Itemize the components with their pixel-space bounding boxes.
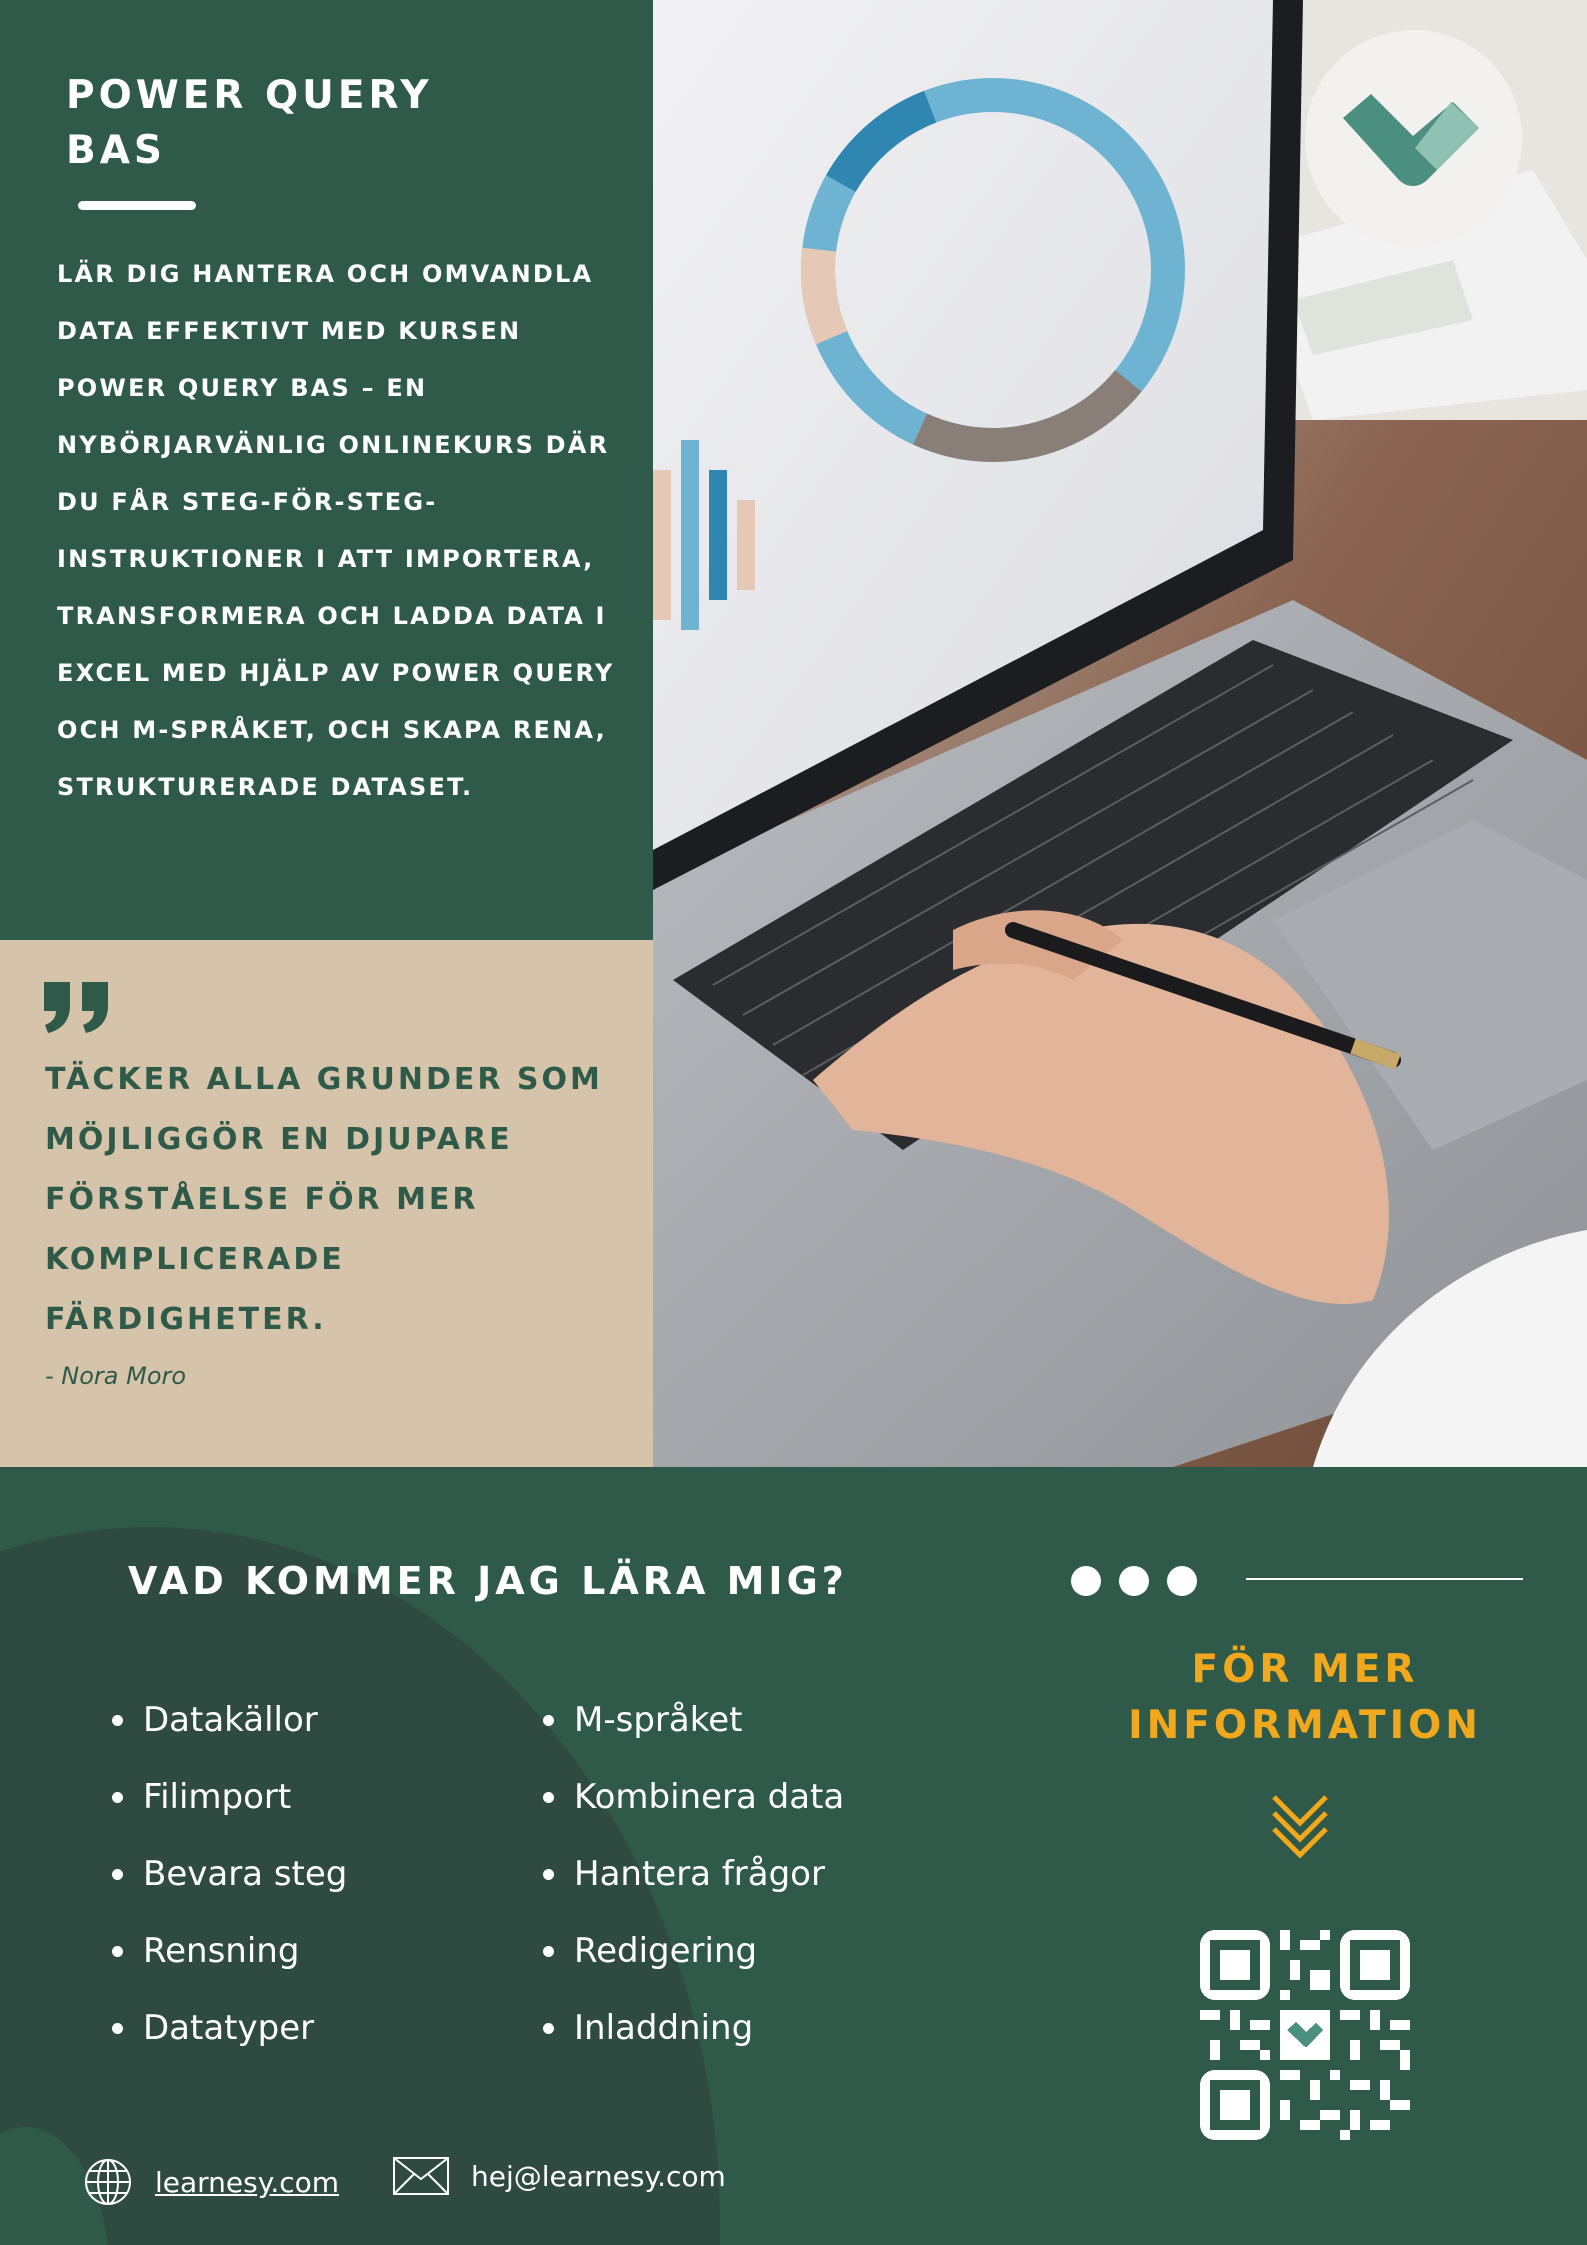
topic-label: Hantera frågor (574, 1854, 825, 1894)
envelope-icon (393, 2157, 449, 2195)
list-item (112, 1913, 347, 1990)
double-chevron-down-icon (1270, 1793, 1330, 1859)
quote-author: - Nora Moro (45, 1362, 187, 1390)
topic-label: M-språket (574, 1700, 743, 1740)
list-item (112, 1759, 347, 1836)
website-contact (83, 2157, 339, 2207)
topic-list-column-2 (543, 1682, 844, 2067)
topic-list-column-1 (112, 1682, 347, 2067)
list-item (112, 1990, 347, 2067)
learn-heading: VAD KOMMER JAG LÄRA MIG? (128, 1559, 848, 1603)
quote-icon (42, 980, 112, 1035)
title-underline (78, 201, 196, 210)
bottom-section (0, 1467, 1587, 2245)
bullet-icon (543, 1792, 554, 1803)
globe-icon (83, 2157, 133, 2207)
qr-code[interactable] (1200, 1930, 1410, 2140)
bullet-icon (112, 1869, 123, 1880)
dot (1167, 1566, 1197, 1596)
bullet-icon (112, 2023, 123, 2034)
email-contact (393, 2157, 726, 2195)
course-title-line2: BAS (66, 128, 166, 173)
dot (1071, 1566, 1101, 1596)
topic-label: Kombinera data (574, 1777, 845, 1817)
course-description: LÄR DIG HANTERA OCH OMVANDLA DATA EFFEKTIVT MED KURSEN POWER QUERY BAS – EN NYBÖRJARVÄNLIG ONLINEKURS DÄR DU FÅR STEG-FÖR-STEG-INSTRUKTIONER I ATT IMPORTERA, TRANSFORMERA OCH LADDA DATA I EXCEL MED HJÄLP AV POWER QUERY OCH M-SPRÅKET, OCH SKAPA RENA, STRUKTURERADE DATASET. (57, 260, 615, 801)
list-item (543, 1990, 844, 2067)
topic-label: Inladdning (574, 2008, 754, 2048)
topic-label: Datakällor (143, 1700, 318, 1740)
bullet-icon (112, 1715, 123, 1726)
course-title (66, 68, 586, 178)
email-address[interactable]: hej@learnesy.com (471, 2159, 726, 2193)
list-item (543, 1682, 844, 1759)
list-item (112, 1682, 347, 1759)
bullet-icon (543, 1715, 554, 1726)
list-item (112, 1836, 347, 1913)
quote-panel (0, 940, 653, 1467)
more-info-line2: INFORMATION (1128, 1703, 1482, 1748)
intro-panel (0, 0, 653, 940)
bullet-icon (112, 1792, 123, 1803)
bullet-icon (543, 2023, 554, 2034)
topic-label: Rensning (143, 1931, 300, 1971)
list-item (543, 1913, 844, 1990)
dot (1119, 1566, 1149, 1596)
quote-text: TÄCKER ALLA GRUNDER SOM MÖJLIGGÖR EN DJUPARE FÖRSTÅELSE FÖR MER KOMPLICERADE FÄRDIGHETER. (45, 1062, 603, 1337)
topic-label: Datatyper (143, 2008, 315, 2048)
brand-logo (1305, 30, 1522, 247)
more-info-heading (1090, 1642, 1520, 1754)
topic-label: Redigering (574, 1931, 758, 1971)
topic-label: Filimport (143, 1777, 292, 1817)
divider-line (1246, 1578, 1523, 1580)
bullet-icon (112, 1946, 123, 1957)
list-item (543, 1759, 844, 1836)
course-title-line1: POWER QUERY (66, 73, 433, 118)
decorative-dots (1071, 1566, 1197, 1596)
bullet-icon (543, 1869, 554, 1880)
bullet-icon (543, 1946, 554, 1957)
list-item (543, 1836, 844, 1913)
checkmark-logo-icon (1333, 88, 1493, 192)
website-link[interactable]: learnesy.com (155, 2165, 340, 2199)
more-info-line1: FÖR MER (1191, 1647, 1419, 1692)
topic-label: Bevara steg (143, 1854, 348, 1894)
